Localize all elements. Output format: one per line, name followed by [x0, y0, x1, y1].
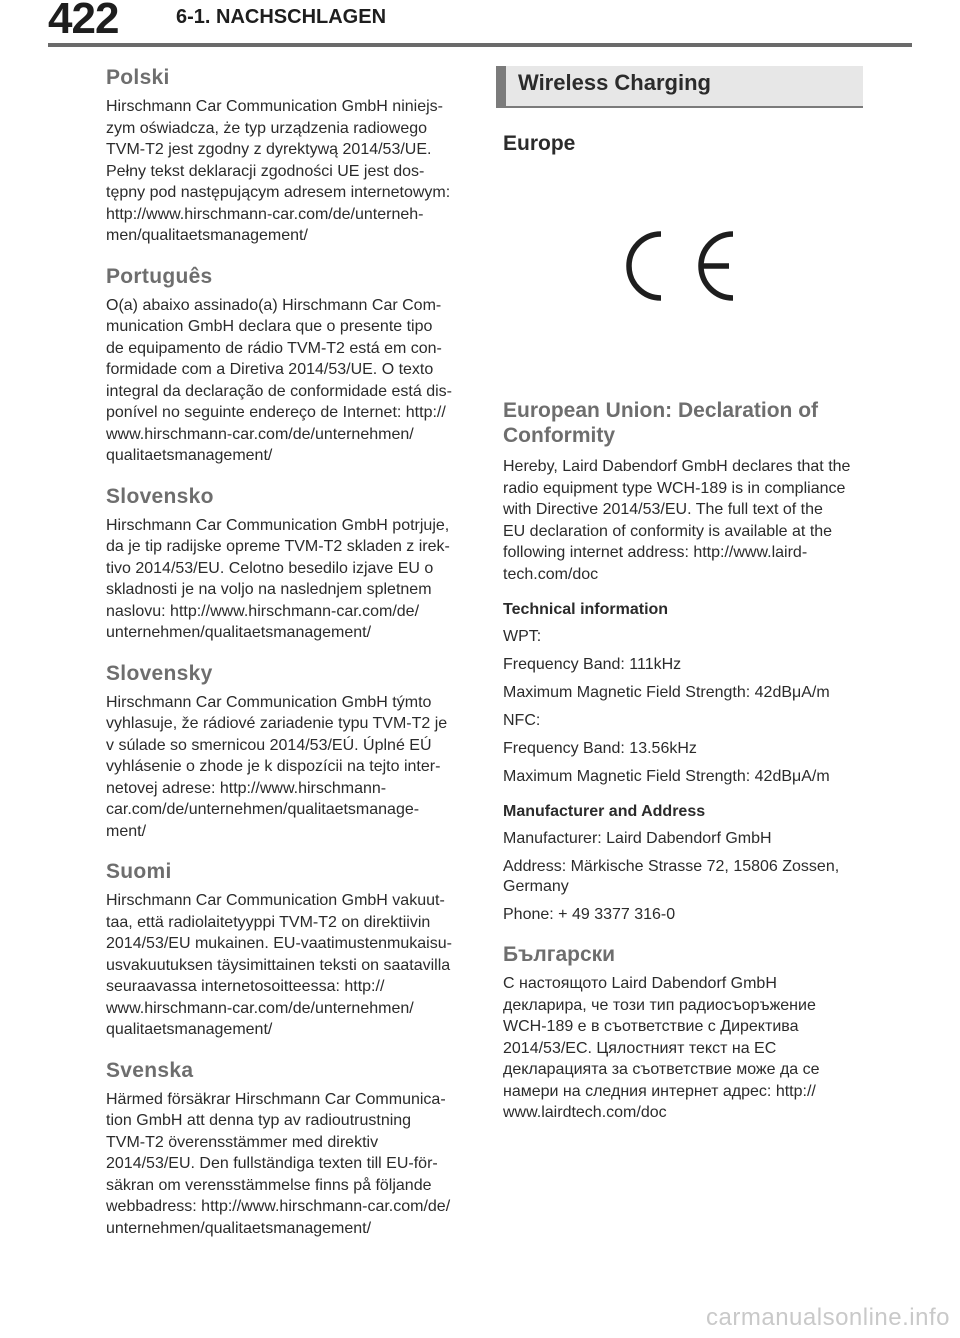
europe-heading: Europe [503, 132, 576, 155]
band-title: Wireless Charging [518, 70, 711, 95]
lang-body: O(a) abaixo assinado(a) Hirschmann Car Com- munication GmbH declara que o presente tipo de equipamento de rádio TVM-T2 está em con- formidade com a Diretiva 2014/53/UE. O texto integral da declaração de conformidade está dis- ponível no seguinte endereço de Internet: http:// www.hirschmann-car.com/de/unternehmen/ qualitaetsmanagement/ [106, 296, 452, 464]
lang-body: Härmed försäkrar Hirschmann Car Communica- tion GmbH att denna typ av radioutrustning TVM-T2 överensstämmer med direktiv 2014/53/EU. Den fullständiga texten till EU-för- säkran om verensstämmelse finns på följande webbadress: http://www.hirschmann-car.com/de/ unternehmen/qualitaetsmanagement/ [106, 1090, 451, 1237]
watermark: carmanualsonline.info [706, 1304, 950, 1331]
lang-heading: Slovensky [106, 661, 213, 685]
page-number: 422 [48, 0, 119, 43]
right-column [503, 66, 863, 1124]
manufacturer-list [503, 829, 863, 925]
manufacturer-line: Manufacturer: Laird Dabendorf GmbH [503, 830, 772, 847]
technical-info-line: NFC: [503, 712, 541, 729]
lang-block-portugues [106, 265, 468, 467]
lang-heading: Suomi [106, 860, 172, 883]
lang-body: Hirschmann Car Communication GmbH niniejs- zym oświadcza, że typ urządzenia radiowego TVM-T2 jest zgodny z dyrektywą 2014/53/UE. Pełny tekst deklaracji zgodności UE jest dos- tępny pod następującym adresem internetowym: http://www.hirschmann-car.com/de/unterneh- men/qualitaetsmanagement/ [106, 98, 451, 244]
lang-block-slovensko [106, 485, 468, 644]
lang-heading: Português [106, 264, 213, 288]
technical-info-line: Frequency Band: 13.56kHz [503, 740, 697, 757]
eu-declaration-body: Hereby, Laird Dabendorf GmbH declares that the radio equipment type WCH-189 is in compliance with Directive 2014/53/EU. The full text of the EU declaration of conformity is available at the following internet address: http://www.laird- tech.com/doc [503, 458, 851, 583]
lang-body: Hirschmann Car Communication GmbH potrjuje, da je tip radijske opreme TVM-T2 skladen z irek- tivo 2014/53/EU. Celotno besedilo izjave EU o skladnosti je na voljo na naslednjem spletnem naslovu: http://www.hirschmann-car.com/de/ unternehmen/qualitaetsmanagement/ [106, 516, 450, 641]
ce-mark-area [503, 156, 863, 388]
lang-heading: Svenska [106, 1058, 194, 1082]
left-column [106, 66, 468, 1257]
technical-info-line: Frequency Band: 111kHz [503, 656, 682, 673]
technical-info-line: WPT: [503, 628, 542, 645]
manufacturer-line: Phone: + 49 3377 316-0 [503, 906, 676, 923]
technical-info-list [503, 627, 863, 787]
lang-block-polski [106, 66, 468, 247]
lang-body: Hirschmann Car Communication GmbH vakuut- taa, että radiolaitetyyppi TVM-T2 on direktiivin 2014/53/EU mukainen. EU-vaatimustenmukaisu- usvakuutuksen täysimittainen teksti on saatavilla seuraavassa internetosoitteessa: http:// www.hirschmann-car.com/de/unternehmen/ qualitaetsmanagement/ [106, 892, 452, 1038]
technical-info-line: Maximum Magnetic Field Strength: 42dBμA/m [503, 768, 830, 785]
ce-mark-icon [625, 228, 737, 304]
header-divider [48, 43, 912, 47]
manufacturer-heading: Manufacturer and Address [503, 803, 706, 820]
lang-block-svenska [106, 1059, 468, 1240]
lang-block-suomi [106, 860, 468, 1041]
manufacturer-line: Address: Märkische Strasse 72, 15806 Zossen, Germany [503, 858, 840, 895]
bulgarian-body: С настоящото Laird Dabendorf GmbH декларира, че този тип радиосъоръжение WCH-189 е в съответствие с Директива 2014/53/ЕС. Цялостният текст на ЕС декларацията за съответствие може да се намери на следния интернет адрес: http:// www.lairdtech.com/doc [503, 975, 820, 1121]
lang-block-slovensky [106, 662, 468, 843]
section-band [496, 66, 863, 108]
lang-heading: Polski [106, 66, 170, 89]
lang-body: Hirschmann Car Communication GmbH týmto vyhlasuje, že rádiové zariadenie typu TVM-T2 je v súlade so smernicou 2014/53/EÚ. Úplné EÚ vyhlásenie o zhode je k dispozícii na tejto inter- netovej adrese: http://www.hirschmann- car.com/de/unternehmen/qualitaetsmanage- ment/ [106, 693, 448, 840]
section-title: 6-1. NACHSCHLAGEN [176, 6, 387, 28]
page-header [0, 0, 960, 48]
technical-info-line: Maximum Magnetic Field Strength: 42dBμA/m [503, 684, 830, 701]
eu-declaration-heading: European Union: Declaration of Conformity [503, 399, 819, 447]
technical-info-heading: Technical information [503, 601, 669, 618]
lang-heading: Slovensko [106, 484, 214, 508]
bulgarian-heading: Български [503, 943, 616, 966]
